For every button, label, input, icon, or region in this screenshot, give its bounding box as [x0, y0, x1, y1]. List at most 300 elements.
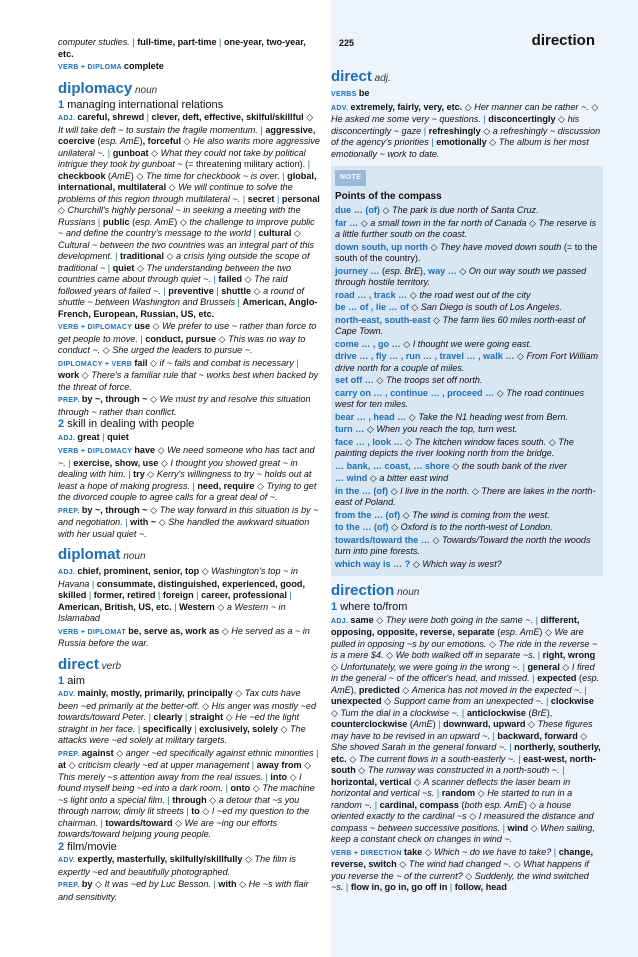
text: ◇ [254, 480, 267, 491]
text: ( [129, 216, 136, 227]
text: ◇ [156, 517, 169, 527]
collocate: emotionally [436, 137, 487, 147]
text: ◇ [364, 424, 377, 434]
text: ◇ [251, 285, 264, 296]
running-head [331, 32, 603, 54]
example-text: His anger was mostly ~ed towards/toward Peter. [58, 700, 317, 722]
example-text: We are ~ing our efforts towards/toward helping young people. [58, 817, 278, 839]
text: ◇ [216, 333, 229, 344]
collocate: work [58, 370, 80, 380]
collocate: clever, deft, effective, skilful/skillful [151, 112, 304, 122]
collocation-paragraph [58, 505, 320, 541]
sense-number: 2 [58, 840, 68, 853]
collocate: by ~, through ~ [81, 504, 148, 515]
collocate: be, serve as, work as [128, 625, 220, 636]
compass-pattern: bear … , head … [335, 411, 407, 422]
text: ◇ [422, 846, 435, 857]
sense-heading [58, 842, 320, 854]
example-text: anger ~ed specifically against ethnic minorities [125, 747, 314, 758]
note-line [335, 218, 603, 241]
text: ◇ [287, 771, 300, 782]
collocate: need, require [197, 480, 255, 491]
collocate: counterclockwise [331, 719, 408, 729]
compass-pattern: in the … (of) [335, 485, 389, 496]
sense-definition: aim [67, 674, 85, 687]
text: ◇ [199, 700, 212, 711]
text: ◇ [199, 806, 212, 816]
separator: | [189, 480, 198, 491]
text: ◇ [525, 719, 538, 729]
text: ◇ [449, 460, 462, 471]
example-text: Tax cuts have been ~ed primarily at the better-off. [58, 688, 301, 711]
example-text: I thought you showed great ~ in dealing with him. [58, 457, 298, 479]
example-text: The time for checkbook ~ is over. [145, 170, 280, 181]
separator: | [144, 112, 152, 122]
example-text: computer studies. [58, 37, 130, 47]
collocation-paragraph [58, 37, 320, 60]
example-text: He served as a ~ in Russia before the war. [58, 625, 310, 648]
text: ◇ [514, 351, 527, 361]
text: ◇ [148, 147, 161, 158]
text: ◇ [407, 289, 420, 300]
text: ◇ [480, 125, 493, 136]
example-text: America has not moved in the expected ~. [411, 684, 582, 695]
collocation-paragraph [331, 615, 603, 846]
text: ◇ [408, 302, 421, 312]
separator: | [125, 469, 134, 479]
text: ◇ [346, 753, 359, 764]
text: ◇ [559, 661, 572, 672]
text: ◇ [400, 509, 413, 520]
text: ◇ [469, 485, 482, 496]
example-text: The album is her most emotionally ~ work to date. [331, 137, 589, 159]
compass-pattern: carry on … , continue … , proceed … [335, 387, 495, 398]
example-text: The way forward in this situation is by ~ and negotiation. [58, 504, 319, 527]
collocate: away from [256, 760, 302, 770]
collocation-label: ADJ. [58, 434, 78, 442]
headword-text: diplomacy [58, 79, 133, 97]
separator: | [183, 806, 192, 816]
collocate: conduct, pursue [145, 333, 217, 344]
example-text: The runway was constructed in a north-south ~. [367, 765, 560, 775]
separator: | [65, 457, 74, 468]
collocation-label: PREP. [58, 397, 82, 404]
collocation-label: VERB + DIPLOMAT [58, 628, 129, 636]
collocate: different, opposing, opposite, reverse, separate [331, 614, 580, 637]
example-text: I live in the north. [400, 485, 470, 496]
separator: | [164, 794, 173, 805]
compass-pattern: drive … , fly … , run … , travel … , walk … [335, 351, 515, 361]
example-text: I fired in the general ~ of the officer's head, and missed. [331, 661, 595, 683]
example-text: esp. AmE [135, 216, 175, 227]
separator: | [262, 771, 271, 782]
collocate: follow, head [454, 882, 507, 892]
text: ◇ [486, 638, 499, 649]
collocate: former, retired [93, 590, 156, 600]
sense-definition: film/movie [67, 840, 117, 853]
example-text: The wind is coming from the west. [412, 509, 550, 520]
note-line [335, 388, 603, 411]
collocation-paragraph [58, 358, 320, 394]
collocation-label: ADJ. [58, 569, 78, 576]
example-text: The film is expertly ~ed and beautifully photographed. [58, 854, 296, 877]
collocation-paragraph [58, 688, 320, 747]
example-text: Which ~ do we have to take? [434, 846, 552, 857]
example-text: Take the N1 heading west from Bern. [418, 411, 569, 422]
example-text: Suddenly, the wind switched ~s. [331, 870, 589, 892]
separator: | [182, 712, 190, 722]
example-text: Turn the dial in a clockwise ~. [340, 707, 460, 718]
text: ◇ [358, 217, 371, 228]
text: ) ◇ [539, 627, 555, 637]
text: ◇ [373, 375, 386, 385]
sense-definition: skill in dealing with people [67, 418, 195, 430]
separator: | [210, 879, 219, 889]
text: ◇ [150, 321, 163, 331]
separator: | [343, 882, 351, 892]
collocation-label: PREP. [58, 750, 82, 758]
note-line [335, 473, 603, 485]
example-text: the south bank of the river [461, 460, 567, 471]
example-text: He started to run in a random ~. [331, 788, 573, 810]
text: ◇ [303, 112, 314, 122]
sense-definition: managing international relations [67, 98, 224, 111]
collocate: northerly, southerly, etc. [331, 742, 601, 764]
separator: | [146, 712, 154, 722]
collocate: complete [123, 61, 164, 71]
separator: | [97, 817, 106, 828]
collocate: clearly [153, 712, 183, 722]
text: ◇ [528, 822, 541, 833]
note-lines [335, 205, 603, 570]
text: ◇ [546, 436, 559, 447]
note-line [335, 315, 603, 338]
collocation-paragraph [58, 61, 320, 74]
collocation-label: VERBS [331, 91, 359, 98]
note-box [331, 166, 603, 576]
separator: | [251, 228, 259, 238]
collocate: straight [189, 712, 224, 722]
collocate: general [527, 661, 560, 672]
separator: | [86, 590, 94, 600]
collocate: foreign [162, 590, 194, 600]
collocation-label: PREP. [58, 507, 82, 515]
collocate: downward, upward [443, 719, 526, 729]
separator: | [137, 333, 146, 344]
example-text: I measured the distance and compass ~ between successive positions. [331, 811, 594, 833]
text: ◇ [223, 712, 236, 722]
text: ◇ [232, 688, 245, 698]
collocate: quiet [107, 431, 129, 442]
collocation-label: ADJ. [58, 115, 78, 122]
example-text: What happens if you reverse the ~ of the current? [331, 859, 589, 881]
example-text: The road continues west for ten miles. [335, 387, 585, 409]
separator: | [535, 650, 543, 660]
text: ◇ [402, 436, 415, 447]
text: ◇ [379, 205, 393, 215]
text: ◇ [181, 136, 194, 146]
headword-text: diplomat [58, 546, 121, 563]
example-text: Cultural ~ between the two countries was an integral part of this development. [58, 239, 315, 261]
note-line [335, 412, 603, 424]
separator: | [520, 661, 528, 672]
compass-pattern: due … (of) [335, 205, 380, 215]
collocate: clockwise [550, 696, 594, 706]
example-text: The reserve is a little further south on the coast. [335, 217, 597, 239]
collocation-paragraph [58, 445, 320, 504]
text: ) ◇ [523, 799, 539, 810]
separator: | [500, 822, 508, 833]
collocation-paragraph [58, 394, 320, 418]
separator: | [155, 590, 163, 600]
example-text: esp. AmE [100, 136, 140, 146]
example-text: Her manner can be rather ~. [474, 101, 589, 112]
example-text: The farm lies 60 miles north-east of Cape Town. [335, 314, 586, 336]
separator: | [559, 765, 565, 775]
note-line [335, 486, 603, 509]
example-text: It was ~ed by Luc Besson. [104, 879, 211, 889]
collocate: against [81, 747, 114, 758]
example-text: We will continue to solve the problems of this region through multilateral ~. [58, 182, 293, 204]
text: ( [458, 799, 465, 810]
text: ◇ [79, 370, 92, 380]
collocation-paragraph [331, 847, 603, 894]
text: ◇ [475, 788, 488, 798]
text: ◇ [367, 473, 380, 483]
text: ◇ [577, 730, 588, 741]
example-text: a detour that ~s you through narrow, dimly lit streets [58, 794, 300, 816]
example-text: a small town in the far north of Canada [370, 217, 527, 228]
separator: | [581, 684, 587, 695]
part-of-speech: noun [394, 587, 420, 598]
text: ◇ [134, 262, 147, 273]
example-text: We both walked off in separate ~s. [395, 650, 536, 660]
example-text: Unfortunately, we were going in the wrong ~. [340, 661, 521, 672]
collocate: preventive [168, 285, 214, 296]
example-text: The current flows in a south-easterly ~. [358, 753, 516, 764]
note-line [335, 510, 603, 522]
collocate: one-year, two-year, etc. [58, 37, 306, 59]
separator: | [105, 147, 113, 158]
text: ◇ [199, 566, 212, 576]
example-text: The ride in the reverse ~ is a mere $4. [331, 638, 598, 660]
note-line [335, 242, 603, 265]
example-text: criticism clearly ~ed at upper management [78, 760, 250, 770]
collocation-paragraph [58, 321, 320, 357]
text: ◇ [92, 879, 105, 889]
text: ◇ [155, 445, 168, 455]
separator: | [129, 37, 138, 47]
headword [58, 656, 320, 675]
example-text: The painting depicts the river looking north from the bridge. [335, 436, 574, 458]
collocation-label: ADJ. [331, 617, 351, 625]
sense-definition: where to/from [340, 601, 408, 613]
text: ), [419, 265, 428, 276]
separator: | [171, 601, 180, 612]
example-text: both esp. AmE [464, 799, 524, 810]
collocate: flow in, go in, go off in [350, 882, 448, 892]
separator: | [372, 799, 380, 810]
collocate: towards/toward [105, 817, 173, 828]
text: ◇ [66, 760, 79, 770]
example-text: He asked me some very ~ questions. [331, 114, 481, 124]
collocation-label: VERB + DIPLOMACY [58, 448, 135, 455]
text: ◇ [388, 485, 401, 496]
part-of-speech: verb [98, 660, 122, 672]
collocate: right, wrong [542, 650, 596, 660]
text: ◇ [430, 314, 443, 325]
collocation-paragraph [331, 88, 603, 101]
example-text: We need someone who has tact and ~. [58, 445, 315, 468]
example-text: She urged the leaders to pursue ~. [112, 345, 253, 355]
separator: | [447, 882, 455, 892]
collocate: have [134, 445, 156, 455]
collocate: be [358, 88, 370, 98]
compass-pattern: be … of , lie … of [335, 302, 409, 312]
example-text: a round of shuttle ~ between Washington and Brussels [58, 285, 305, 307]
running-head-title: direction [531, 32, 595, 49]
example-text: I thought we were going east. [412, 338, 532, 349]
collocate: fail [134, 357, 148, 368]
collocate: shuttle [221, 285, 252, 296]
text: ◇ [236, 879, 249, 889]
text: ( [407, 719, 413, 729]
collocate: expected [537, 673, 577, 683]
text: ◇ [486, 137, 499, 147]
compass-pattern: which way is … ? [335, 558, 411, 569]
collocate: through [172, 794, 207, 805]
compass-pattern: come … , go … [335, 338, 401, 349]
sense-number: 1 [58, 98, 68, 111]
collocate: Western [179, 601, 215, 612]
headword [331, 68, 603, 87]
text: ◇ [100, 345, 113, 355]
text: ◇ [277, 723, 290, 734]
collocate: career, professional [201, 590, 288, 600]
collocate: full-time, part-time [137, 37, 217, 47]
collocate: by ~, through ~ [81, 394, 148, 404]
separator: | [135, 723, 143, 734]
compass-pattern: … bank, … coast, … shore [335, 460, 450, 471]
compass-pattern: road … , track … [335, 289, 408, 300]
example-text: Churchill's highly personal ~ in seeking a meeting with the Russians [58, 205, 301, 227]
compass-pattern: turn … [335, 424, 365, 434]
collocate: change, reverse, switch [331, 846, 594, 869]
example-text: The park is due north of Santa Cruz. [392, 205, 539, 215]
compass-pattern: … wind [335, 473, 368, 483]
example-text: a bitter east wind [379, 473, 449, 483]
separator: | [428, 137, 437, 147]
example-text: On our way south we passed through hostile territory. [335, 265, 587, 287]
example-text: a house oriented exactly to the cardinal ~s [331, 799, 572, 821]
text: ◇ [399, 684, 412, 695]
example-text: The machine ~s light onto a special film. [58, 783, 315, 805]
collocate: traditional [120, 251, 164, 261]
separator: | [287, 590, 292, 600]
text: ◇ [411, 776, 424, 787]
collocate: global, international, multilateral [58, 170, 317, 192]
example-text: San Diego is south of Los Angeles. [420, 302, 563, 312]
text: ◇ [388, 522, 401, 532]
collocate: checkbook [58, 170, 106, 181]
part-of-speech: noun [120, 551, 146, 562]
text: ◇ [373, 614, 386, 625]
example-text: I found myself being ~ed into a dark room. [58, 771, 302, 793]
separator: | [313, 747, 319, 758]
separator: | [506, 742, 515, 752]
example-text: the road west out of the city [419, 289, 531, 300]
collocate: American, British, US, etc. [58, 601, 172, 612]
text: ◇ [206, 794, 219, 805]
text: ◇ [355, 765, 368, 775]
text: ◇ [214, 601, 227, 612]
collocate: chief, prominent, senior, top [77, 566, 200, 576]
separator: | [160, 285, 169, 296]
sense-number: 1 [58, 674, 68, 687]
collocate: great [77, 431, 100, 442]
collocate: exercise, show, use [73, 457, 159, 468]
example-text: BrE [531, 707, 547, 718]
compass-pattern: down south, up north [335, 241, 428, 252]
example-text: There's a familiar rule that ~ works best when backed by the threat of force. [58, 370, 319, 392]
text: ◇ [406, 411, 419, 422]
compass-pattern: north-east, south-east [335, 314, 431, 325]
sense-number: 2 [58, 418, 68, 430]
separator: | [305, 159, 311, 169]
example-text: We are pulled in opposing ~s by our emotions. [331, 627, 584, 649]
separator: | [533, 614, 541, 625]
separator: | [193, 590, 202, 600]
collocate: random [441, 788, 476, 798]
collocate: , forceful [142, 136, 182, 146]
collocate: personal [281, 193, 320, 204]
example-text: a crisis lying outside the scope of traditional ~ [58, 251, 310, 273]
text: ◇ [396, 859, 409, 869]
text: ◇ [164, 251, 177, 261]
separator: | [257, 124, 266, 135]
text: ◇ [462, 101, 475, 112]
example-text: The troops set off north. [385, 375, 483, 385]
text: ◇ [242, 854, 255, 864]
text: ◇ [331, 707, 341, 718]
collocate: failed [218, 274, 243, 284]
example-text: the challenge to improve public ~ and define the country's message to the world [58, 216, 315, 238]
sense-heading [58, 419, 320, 431]
text: ◇ [58, 205, 68, 215]
collocate: use [134, 321, 151, 331]
text: ( [576, 673, 583, 683]
headword-text: direct [331, 68, 372, 85]
example-text: These figures may have to be revised in an upward ~. [331, 719, 593, 741]
collocation-paragraph [58, 626, 320, 650]
compass-pattern: way … [428, 265, 457, 276]
text: ◇ [410, 558, 423, 569]
separator: | [210, 274, 219, 284]
example-text: Trying to get the divorced couple to agree calls for a great deal of ~. [58, 480, 317, 502]
separator: | [249, 760, 257, 770]
collocate: consummate, distinguished, experienced, good, skilled [58, 578, 305, 600]
note-line [335, 339, 603, 351]
separator: | [293, 357, 299, 368]
text: ◇ [147, 394, 160, 404]
text: ◇ [172, 817, 185, 828]
text: ◇ [147, 504, 160, 515]
collocate: refreshingly [428, 125, 481, 136]
text: ( [105, 170, 112, 181]
example-text: What they could not take by political intrigue they took by gunboat ~ [58, 147, 306, 169]
collocate: specifically [142, 723, 192, 734]
separator: | [421, 125, 429, 136]
